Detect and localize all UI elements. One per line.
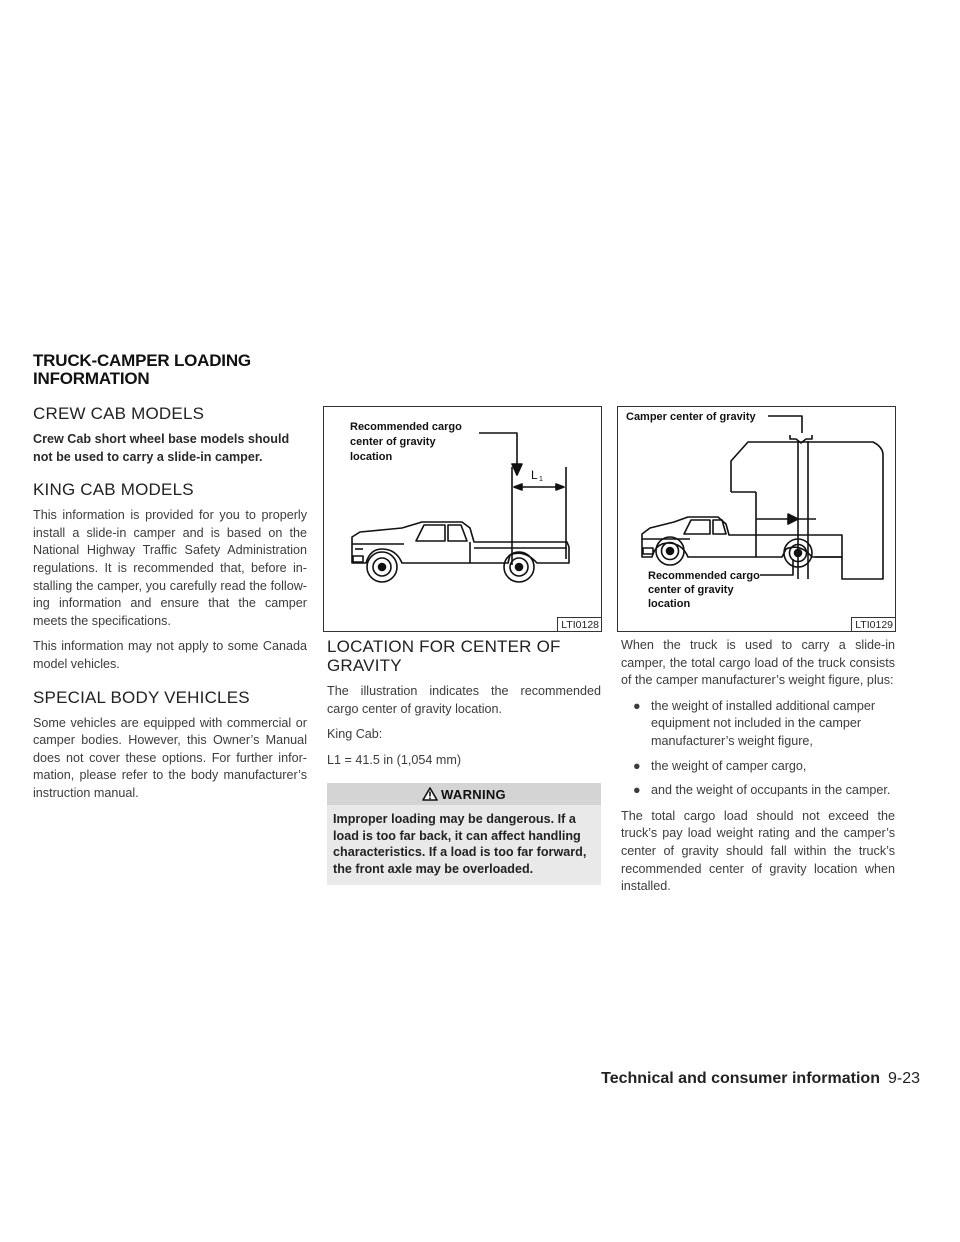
heading-king-cab: KING CAB MODELS <box>33 480 194 500</box>
section-title-line-1: TRUCK-CAMPER LOADING <box>33 351 251 370</box>
dimension-subscript: 1 <box>539 476 543 483</box>
bullet-icon: ● <box>633 783 641 798</box>
truck-illustration <box>324 407 601 631</box>
heading-location-line-1: LOCATION FOR CENTER OF <box>327 637 561 656</box>
fig1-label-line-2: center of gravity <box>350 436 436 448</box>
list-item: ● the weight of installed additional camper equipment not included in the camper manufacturer’s weight figure, <box>633 698 876 748</box>
bullet-icon: ● <box>633 698 641 713</box>
column-middle <box>327 637 601 885</box>
figure-cargo-center <box>323 406 602 632</box>
fig2-label-line-3: location <box>648 598 691 610</box>
l1-measurement: L1 = 41.5 in (1,054 mm) <box>327 752 462 767</box>
heading-location-cog <box>327 637 601 675</box>
warning-text: Improper loading may be dangerous. If a load is too far back, it can affect handling characteristics. If a load is too far forward, the front axle may be overloaded. <box>327 805 601 885</box>
warning-label: WARNING <box>441 786 506 802</box>
figure-2-id: LTI0129 <box>851 617 895 631</box>
load-bullet-list <box>621 698 895 800</box>
fig2-label-line-2: center of gravity <box>648 584 734 596</box>
fig2-label-line-1: Recommended cargo <box>648 570 760 582</box>
section-title <box>33 352 333 388</box>
dimension-label: L <box>531 468 538 482</box>
figure-1-id: LTI0128 <box>557 617 601 631</box>
king-cab-label: King Cab: <box>327 727 383 742</box>
fig2-top-label: Camper center of gravity <box>626 411 756 423</box>
page-footer <box>601 1070 920 1088</box>
fig1-label-line-1: Recommended cargo <box>350 421 462 433</box>
camper-illustration <box>618 407 895 631</box>
camper-load-intro: When the truck is used to carry a slide-in camper, the total cargo load of the truck consists of the camper manufacturer’s weight figure, plus: <box>621 638 895 688</box>
heading-crew-cab: CREW CAB MODELS <box>33 404 205 423</box>
fig1-label-line-3: location <box>350 451 393 463</box>
heading-location-line-2: GRAVITY <box>327 656 402 675</box>
total-load-paragraph: The total cargo load should not exceed the truck’s pay load weight rating and the camper’s center of gravity should fall within the truck’s recommended center of gravity location when installed. <box>621 808 895 894</box>
heading-special-body: SPECIAL BODY VEHICLES <box>33 687 250 707</box>
special-body-paragraph: Some vehicles are equipped with commercial or camper bodies. However, this Owner’s Manual does not cover these options. For further infor- mation, please refer to the body manufacturer’s instruction manual. <box>33 715 307 800</box>
figure-camper-center <box>617 406 896 632</box>
column-right <box>621 637 895 904</box>
section-title-line-2: INFORMATION <box>33 369 150 388</box>
crew-cab-note: Crew Cab short wheel base models should not be used to carry a slide-in camper. <box>33 432 290 464</box>
list-item: ● and the weight of occupants in the camper. <box>621 782 895 800</box>
bullet-icon: ● <box>633 758 641 773</box>
column-left <box>33 404 307 811</box>
warning-header <box>327 783 601 805</box>
location-paragraph: The illustration indicates the recommended cargo center of gravity location. <box>327 684 601 716</box>
footer-section: Technical and consumer information <box>601 1070 880 1087</box>
list-item: ● the weight of camper cargo, <box>621 758 895 776</box>
warning-icon <box>422 787 438 801</box>
page-number: 9-23 <box>887 1070 920 1087</box>
warning-box <box>327 783 601 885</box>
king-cab-paragraph-1: This information is provided for you to properly install a slide-in camper and is based on the National Highway Traffic Safety Administration regulations. It is recommended that, before in- stalling the camper, you carefully read the follow- ing information and ensure that the camper meets the specifications. <box>33 508 307 628</box>
king-cab-paragraph-2: This information may not apply to some Canada model vehicles. <box>33 639 307 671</box>
